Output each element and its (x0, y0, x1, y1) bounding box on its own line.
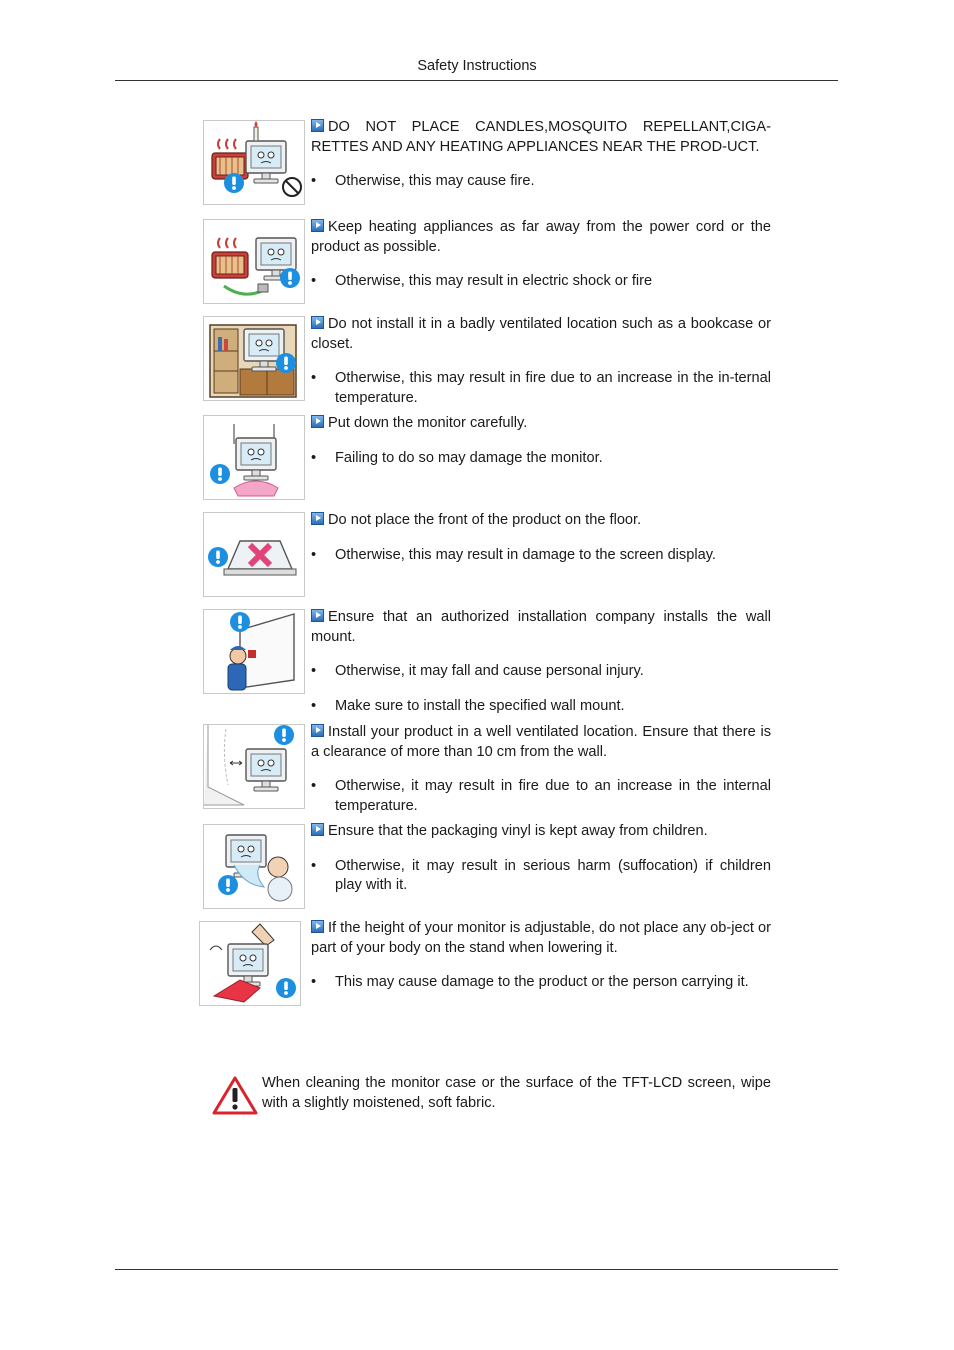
wall-clearance-icon (204, 725, 304, 808)
item-heading: Do not install it in a badly ventilated location such as a bookcase or closet. (311, 316, 771, 352)
caution-note-text: When cleaning the monitor case or the surface of the TFT-LCD screen, wipe with a slightly moistened, soft fabric. (262, 1075, 771, 1111)
item-heading: Keep heating appliances as far away from the power cord or the product as possible. (311, 219, 771, 255)
heater-power-cord-icon (204, 220, 304, 303)
item-7 (311, 723, 771, 831)
bullet-list (311, 857, 771, 896)
footer-rule (115, 1269, 838, 1270)
illustration-candles-heater (203, 120, 305, 205)
bullet-item: • Otherwise, this may cause fire. (311, 172, 771, 192)
play-marker-icon (311, 609, 324, 622)
bookcase-monitor-icon (204, 317, 304, 400)
play-marker-icon (311, 219, 324, 232)
illustration-stand-lowering (199, 921, 301, 1006)
item-3 (311, 315, 771, 423)
item-4 (311, 414, 771, 483)
item-2 (311, 218, 771, 307)
bullet-list (311, 172, 771, 192)
item-9 (311, 919, 771, 1008)
bullet-item: • Otherwise, it may fall and cause personal injury. (311, 662, 771, 682)
play-marker-icon (311, 316, 324, 329)
item-8 (311, 822, 771, 911)
play-marker-icon (311, 920, 324, 933)
illustration-wall-mount (203, 609, 305, 694)
illustration-wall-clearance (203, 724, 305, 809)
monitor-face-down-icon (204, 513, 304, 596)
heater-candle-no-smoking-icon (204, 121, 304, 204)
play-marker-icon (311, 119, 324, 132)
bullet-item: • Make sure to install the specified wall mount. (311, 697, 771, 717)
play-marker-icon (311, 512, 324, 525)
caution-triangle-icon (212, 1075, 258, 1115)
bullet-list (311, 546, 771, 566)
bullet-list (311, 662, 771, 716)
bullet-list (311, 973, 771, 993)
item-heading: Put down the monitor carefully. (311, 414, 771, 434)
item-1 (311, 118, 771, 207)
bullet-item: • Otherwise, this may result in damage to the screen display. (311, 546, 771, 566)
bullet-item: • This may cause damage to the product or the person carrying it. (311, 973, 771, 993)
item-heading: Do not place the front of the product on the floor. (311, 511, 771, 531)
play-marker-icon (311, 415, 324, 428)
item-5 (311, 511, 771, 580)
item-heading: Install your product in a well ventilated location. Ensure that there is a clearance of more than 10 cm from the wall. (311, 724, 771, 760)
illustration-face-down (203, 512, 305, 597)
illustration-bookcase (203, 316, 305, 401)
stand-lowering-hand-icon (200, 922, 300, 1005)
monitor-put-down-icon (204, 416, 304, 499)
bullet-list (311, 777, 771, 816)
bullet-list (311, 369, 771, 408)
bullet-item: • Otherwise, it may result in fire due to an increase in the internal temperature. (311, 777, 771, 816)
bullet-item: • Otherwise, this may result in electric shock or fire (311, 272, 771, 292)
bullet-list (311, 272, 771, 292)
item-heading: If the height of your monitor is adjustable, do not place any ob-ject or part of your body on the stand when lowering it. (311, 920, 771, 956)
bullet-list (311, 449, 771, 469)
item-heading: DO NOT PLACE CANDLES,MOSQUITO REPELLANT,CIGA-RETTES AND ANY HEATING APPLIANCES NEAR THE PROD-UCT. (311, 119, 771, 155)
item-heading: Ensure that an authorized installation company installs the wall mount. (311, 609, 771, 645)
wall-mount-installer-icon (204, 610, 304, 693)
bullet-item: • Otherwise, it may result in serious harm (suffocation) if children play with it. (311, 857, 771, 896)
item-6 (311, 608, 771, 731)
bullet-item: • Otherwise, this may result in fire due to an increase in the in-ternal temperature. (311, 369, 771, 408)
header-rule (115, 80, 838, 81)
bullet-item: • Failing to do so may damage the monitor. (311, 449, 771, 469)
page-header-title: Safety Instructions (417, 58, 537, 74)
item-heading: Ensure that the packaging vinyl is kept away from children. (311, 822, 771, 842)
play-marker-icon (311, 823, 324, 836)
illustration-child-vinyl (203, 824, 305, 909)
illustration-put-down-monitor (203, 415, 305, 500)
child-vinyl-icon (204, 825, 304, 908)
play-marker-icon (311, 724, 324, 737)
illustration-heater-power-cord (203, 219, 305, 304)
